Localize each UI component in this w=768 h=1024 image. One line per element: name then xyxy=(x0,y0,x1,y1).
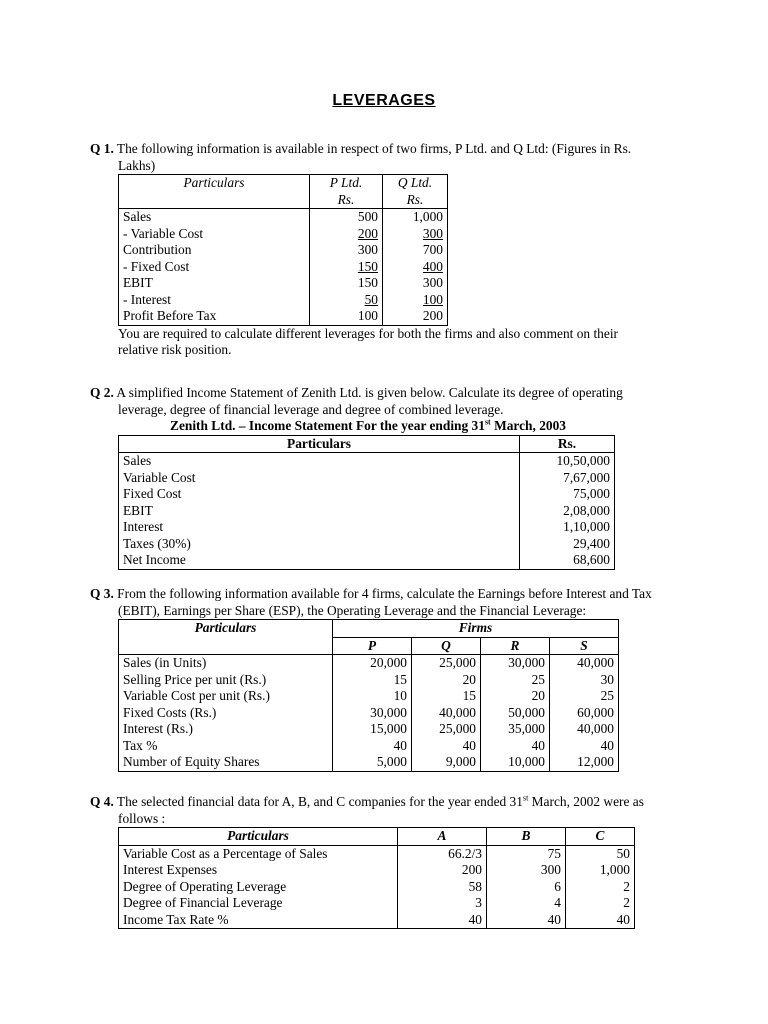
q2-table: Particulars Rs. Sales 10,50,000 Variable Cost 7,67,000 Fixed Cost 75,000 EBIT 2,08,000 Interest 1,10,000 Taxes (30%) 29,400 Net Income 68,600 xyxy=(118,435,615,570)
table-row: Number of Equity Shares 5,000 9,000 10,000 12,000 xyxy=(119,754,619,771)
table-row: Fixed Costs (Rs.) 30,000 40,000 50,000 60,000 xyxy=(119,705,619,722)
table-row: EBIT 150 300 xyxy=(119,275,448,292)
q3-number: Q 3. xyxy=(90,586,114,601)
table-row: Fixed Cost 75,000 xyxy=(119,486,615,503)
table-row: Sales 10,50,000 xyxy=(119,453,615,470)
table-row: Variable Cost per unit (Rs.) 10 15 20 25 xyxy=(119,688,619,705)
q1-intro xyxy=(90,141,670,174)
table-row: EBIT 2,08,000 xyxy=(119,503,615,520)
q1-head-particulars: Particulars xyxy=(119,175,310,192)
page-title: LEVERAGES xyxy=(332,92,436,109)
q1-after: You are required to calculate different leverages for both the firms and also comment on their relative risk position. xyxy=(118,325,618,357)
q1-intro-text-2: Lakhs) xyxy=(118,157,156,173)
table-row: Income Tax Rate % 40 40 40 xyxy=(119,912,635,929)
q1-head-p: P Ltd. xyxy=(310,175,383,192)
table-row: - Interest 50 100 xyxy=(119,292,448,309)
q1-intro-text: The following information is available in respect of two firms, P Ltd. and Q Ltd: (Figures in Rs. xyxy=(116,141,632,156)
table-row: Interest (Rs.) 15,000 25,000 35,000 40,000 xyxy=(119,721,619,738)
q1-number: Q 1. xyxy=(90,141,114,156)
q4-table: Particulars A B C Variable Cost as a Percentage of Sales 66.2/3 75 50 Interest Expenses 200 300 1,000 Degree of Operating Leverage 58 6 2 Degree of Financial Leverage 3 4 2 Income Tax Rate % 40 40 40 xyxy=(118,827,635,929)
q4-intro: Q 4. The selected financial data for A, B, and C companies for the year ended 31st March, 2002 were as follows : xyxy=(90,793,644,826)
q1-head-q: Q Ltd. xyxy=(397,175,433,190)
q1-head-p-unit: Rs. xyxy=(310,192,383,209)
table-row: - Variable Cost 200 300 xyxy=(119,226,448,243)
table-row: Sales (in Units) 20,000 25,000 30,000 40,000 xyxy=(119,655,619,672)
q2-caption: Zenith Ltd. – Income Statement For the year ending 31st March, 2003 xyxy=(170,417,566,433)
table-row: Taxes (30%) 29,400 xyxy=(119,536,615,553)
q3-intro: Q 3. From the following information available for 4 firms, calculate the Earnings before Interest and Tax (EBIT), Earnings per Share (ESP), the Operating Leverage and the Financial Leverage: xyxy=(90,586,652,618)
question-2 xyxy=(90,385,670,570)
table-row: Degree of Financial Leverage 3 4 2 xyxy=(119,895,635,912)
q1-table xyxy=(118,174,448,326)
table-row: Interest 1,10,000 xyxy=(119,519,615,536)
table-row: Net Income 68,600 xyxy=(119,552,615,569)
table-row: Sales 500 1,000 xyxy=(119,209,448,226)
q1-head-q-unit: Rs. xyxy=(406,191,424,207)
q3-table: Particulars Firms P Q R S Sales (in Units) 20,000 25,000 30,000 40,000 Selling Price per unit (Rs.) 15 20 25 30 Variable Cost per unit (Rs.) 10 15 20 25 Fixed Costs (Rs.) 30,000 40,000 50,000 60,000 Interest (Rs.) 15,000 25,000 35,000 40,000 Tax % 40 40 40 40 Number of Equity Shares 5,000 9,000 10,000 12,000 xyxy=(118,619,619,772)
table-row: Profit Before Tax 100 200 xyxy=(119,308,448,325)
question-4 xyxy=(90,794,670,929)
q4-number: Q 4. xyxy=(90,794,114,809)
q2-intro: Q 2. A simplified Income Statement of Zenith Ltd. is given below. Calculate its degree of operating leverage, degree of financial leverage and degree of combined leverage. xyxy=(90,385,623,417)
q2-number: Q 2. xyxy=(90,385,114,400)
table-row: Degree of Operating Leverage 58 6 2 xyxy=(119,879,635,896)
table-row: - Fixed Cost 150 400 xyxy=(119,259,448,276)
question-3 xyxy=(90,586,670,772)
question-1 xyxy=(90,141,670,359)
table-row: Contribution 300 700 xyxy=(119,242,448,259)
table-row: Selling Price per unit (Rs.) 15 20 25 30 xyxy=(119,672,619,689)
table-row: Variable Cost as a Percentage of Sales 66.2/3 75 50 xyxy=(119,845,635,862)
table-row: Tax % 40 40 40 40 xyxy=(119,738,619,755)
table-row: Variable Cost 7,67,000 xyxy=(119,470,615,487)
table-row: Interest Expenses 200 300 1,000 xyxy=(119,862,635,879)
